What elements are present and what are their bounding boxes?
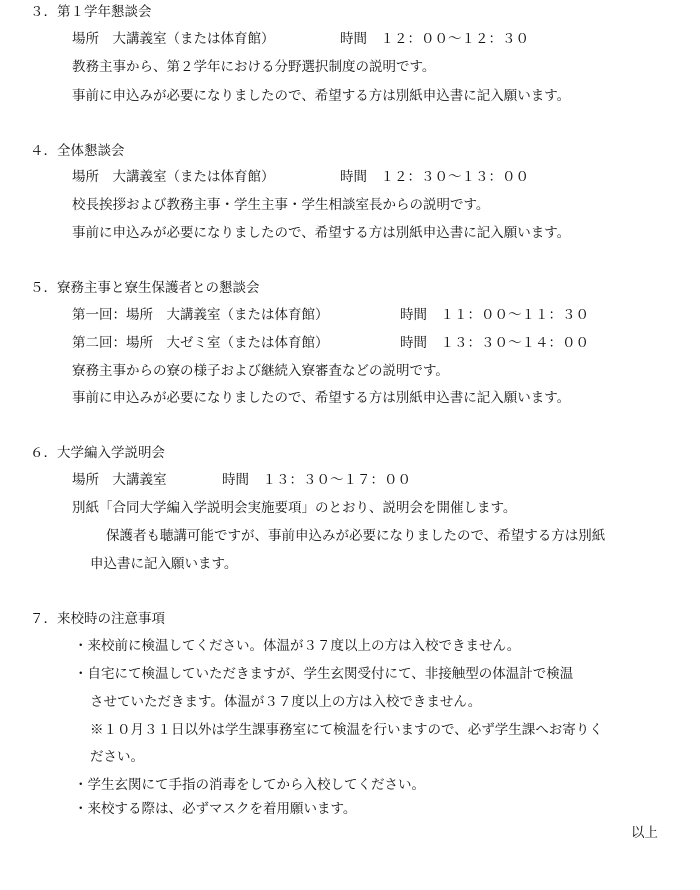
section-6-place: 場所 大講義室 (72, 472, 167, 488)
section-7-note-line-1: ※１０月３１日以外は学生課事務室にて検温を行いますので、必ず学生課へお寄りく (90, 722, 603, 738)
section-6-line-2: 保護者も聴講可能ですが、事前申込みが必要になりましたので、希望する方は別紙 (106, 528, 606, 544)
section-5-second-place: 第二回：場所 大ゼミ室（または体育館） (72, 335, 329, 351)
section-3-schedule (72, 29, 529, 49)
section-7-bullet-2-line-1: ・自宅にて検温していただきますが、学生玄関受付にて、非接触型の体温計で検温 (74, 666, 574, 682)
section-5-second-session (72, 333, 589, 353)
section-7-note-line-2: ださい。 (90, 749, 144, 765)
section-7-bullet-3: ・学生玄関にて手指の消毒をしてから入校してください。 (74, 777, 425, 793)
section-3-line-1: 教務主事から、第２学年における分野選択制度の説明です。 (72, 59, 436, 75)
section-3-heading: ３．第１学年懇談会 (30, 4, 152, 20)
section-5-first-session (72, 305, 589, 325)
section-6-line-1: 別紙「合同大学編入学説明会実施要項」のとおり、説明会を開催します。 (72, 500, 517, 516)
section-3-line-2: 事前に申込みが必要になりましたので、希望する方は別紙申込書に記入願います。 (72, 88, 571, 104)
section-3-place: 場所 大講義室（または体育館） (72, 31, 275, 47)
section-7-heading: ７．来校時の注意事項 (30, 611, 165, 627)
section-6-time: 時間 １３：３０～１７：００ (222, 472, 411, 488)
section-4-line-1: 校長挨拶および教務主事・学生主事・学生相談室長からの説明です。 (72, 197, 490, 213)
section-7-bullet-1: ・来校前に検温してください。体温が３７度以上の方は入校できません。 (74, 638, 521, 654)
section-3-time: 時間 １２：００～１２：３０ (340, 31, 529, 47)
section-7-bullet-4: ・来校する際は、必ずマスクを着用願います。 (74, 801, 357, 817)
section-4-heading: ４．全体懇談会 (30, 143, 125, 159)
section-6-line-3: 申込書に記入願います。 (90, 556, 238, 572)
section-6-heading: ６．大学編入学説明会 (30, 445, 165, 461)
section-6-schedule (72, 470, 411, 490)
section-5-heading: ５．寮務主事と寮生保護者との懇談会 (30, 280, 260, 296)
closing-mark: 以上 (631, 825, 658, 841)
section-5-line-1: 寮務主事からの寮の様子および継続入寮審査などの説明です。 (72, 363, 449, 379)
section-5-first-time: 時間 １１：００～１１：３０ (400, 307, 589, 323)
section-4-schedule (72, 167, 529, 187)
section-4-line-2: 事前に申込みが必要になりましたので、希望する方は別紙申込書に記入願います。 (72, 225, 571, 241)
section-5-second-time: 時間 １３：３０～１４：００ (400, 335, 589, 351)
section-5-first-place: 第一回：場所 大講義室（または体育館） (72, 307, 329, 323)
section-5-line-2: 事前に申込みが必要になりましたので、希望する方は別紙申込書に記入願います。 (72, 390, 571, 406)
section-4-place: 場所 大講義室（または体育館） (72, 169, 275, 185)
section-4-time: 時間 １２：３０～１３：００ (340, 169, 529, 185)
section-7-bullet-2-line-2: させていただきます。体温が３７度以上の方は入校できません。 (90, 694, 482, 710)
